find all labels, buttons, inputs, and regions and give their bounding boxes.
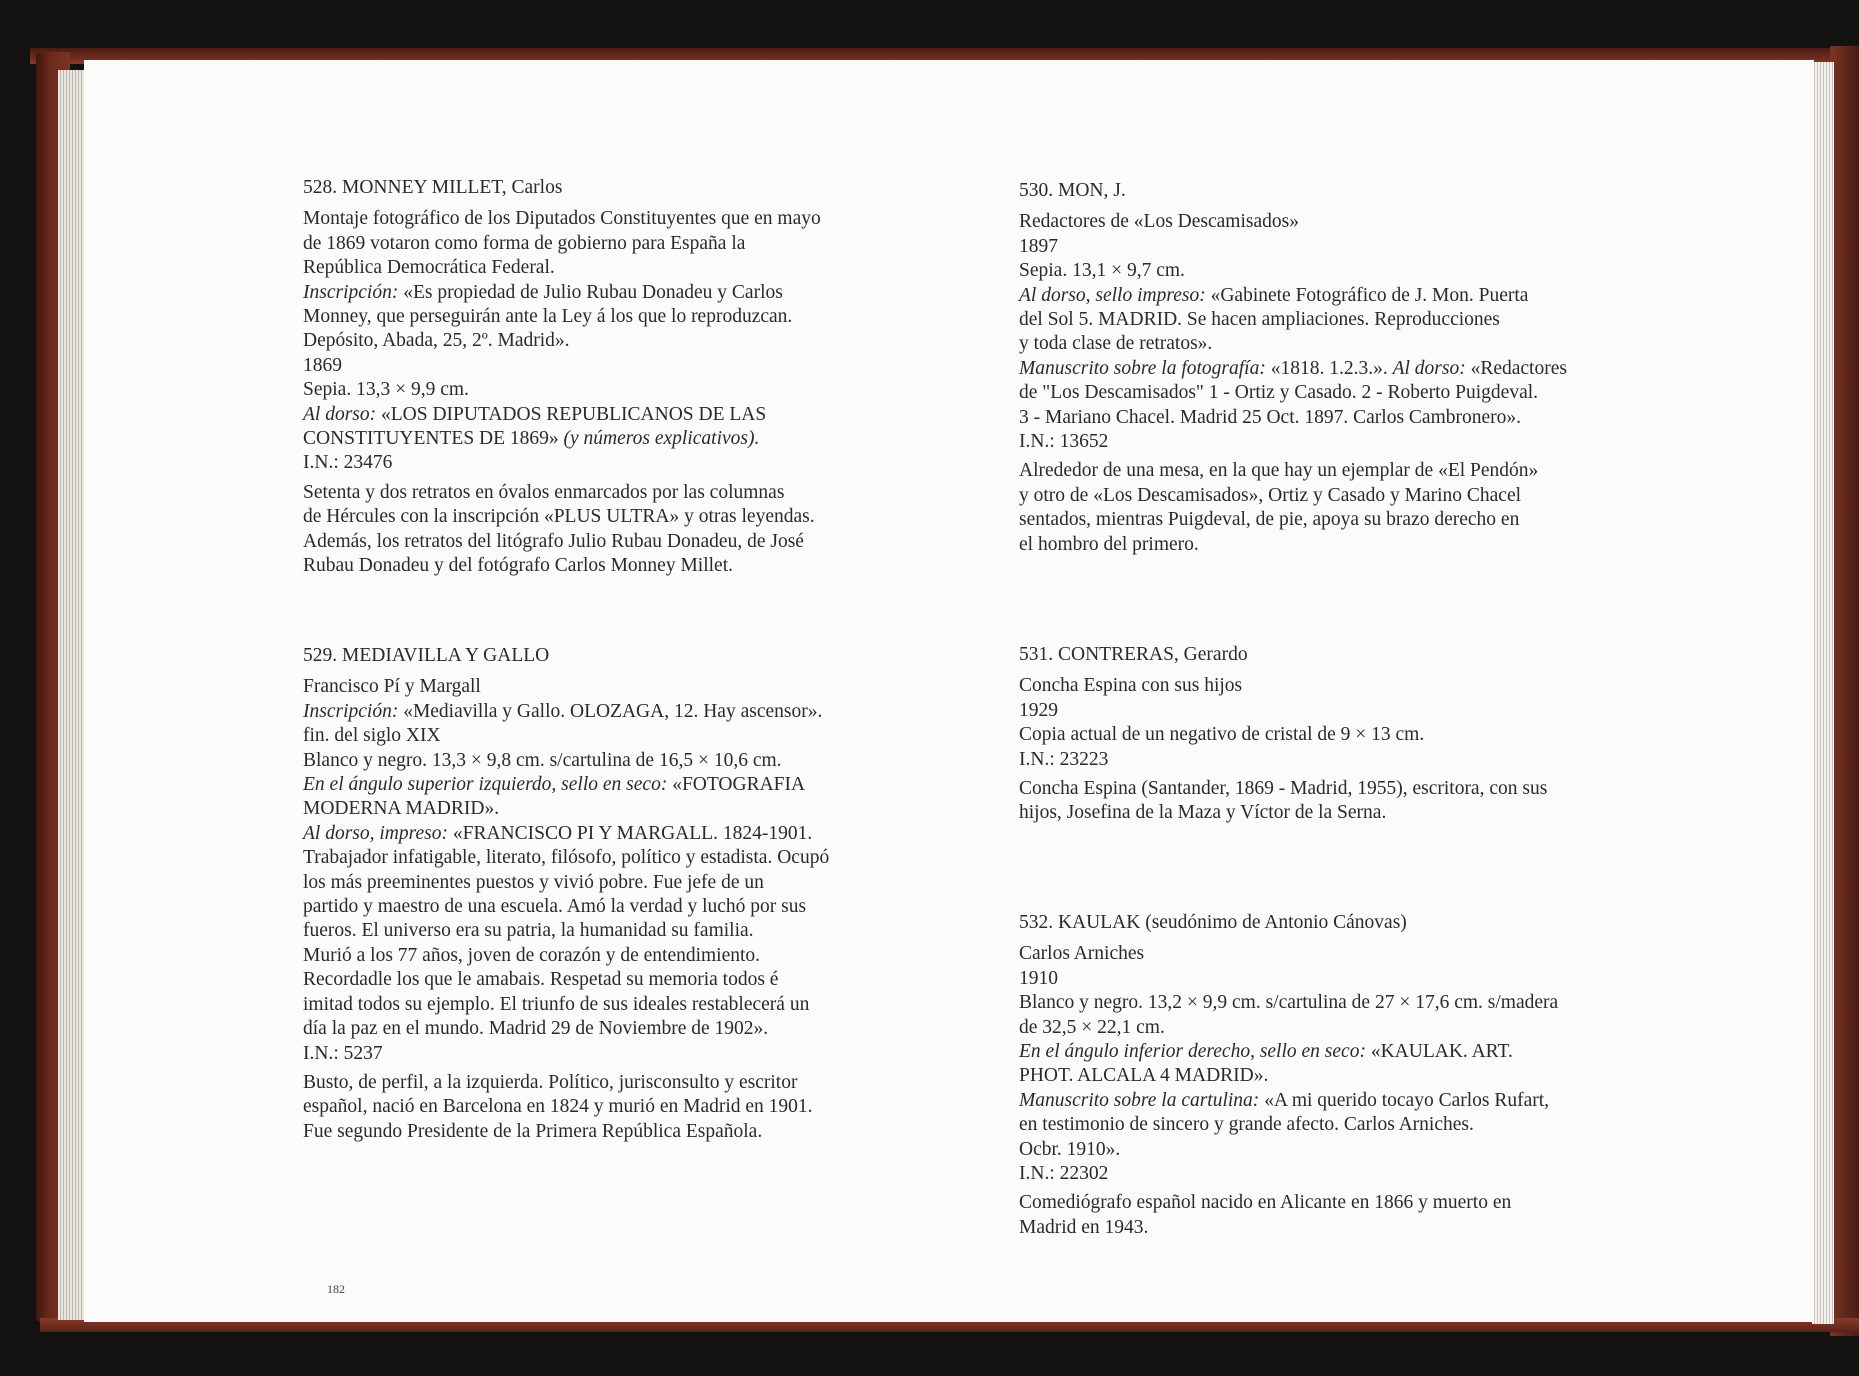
description-line: el hombro del primero. — [1019, 533, 1199, 555]
date-line: 1897 — [1019, 235, 1058, 257]
stamp-label: En el ángulo inferior derecho, sello en seco: — [1019, 1041, 1366, 1063]
description-line: Rubau Donadeu y del fotógrafo Carlos Monney Millet. — [303, 555, 733, 577]
format-line: Copia actual de un negativo de cristal de 9 × 13 cm. — [1019, 724, 1425, 746]
date-line: fin. del siglo XIX — [303, 725, 441, 747]
entry-529 — [303, 644, 1043, 1144]
inscription-text: «Es propiedad de Julio Rubau Donadeu y Carlos — [398, 281, 783, 303]
date-line: 1929 — [1019, 699, 1058, 721]
manuscript-line: de "Los Descamisados" 1 - Ortiz y Casado. 2 - Roberto Puigdeval. — [1019, 382, 1539, 404]
verso-text: CONSTITUYENTES DE 1869» — [303, 428, 564, 450]
description-line: Fue segundo Presidente de la Primera República Española. — [303, 1120, 763, 1142]
description-line: Concha Espina (Santander, 1869 - Madrid, 1955), escritora, con sus — [1019, 778, 1548, 800]
verso-line: imitad todos su ejemplo. El triunfo de sus ideales restablecerá un — [303, 993, 810, 1015]
stamp-text: «KAULAK. ART. — [1365, 1041, 1513, 1063]
verso-line — [303, 403, 1043, 427]
verso-line: Trabajador infatigable, literato, filósofo, político y estadista. Ocupó — [303, 847, 830, 869]
description-line: Madrid en 1943. — [1019, 1216, 1149, 1238]
entry-title-line: República Democrática Federal. — [303, 257, 555, 279]
manuscript-label: Manuscrito sobre la fotografía: — [1019, 357, 1266, 379]
description-line: Busto, de perfil, a la izquierda. Político, jurisconsulto y escritor — [303, 1071, 798, 1093]
verso-label: Al dorso: — [1392, 357, 1466, 379]
entry-531 — [1019, 643, 1759, 826]
manuscript-line: en testimonio de sincero y grande afecto. Carlos Arniches. — [1019, 1114, 1474, 1136]
verso-text: «LOS DIPUTADOS REPUBLICANOS DE LAS — [376, 403, 767, 425]
inscription-text: «Mediavilla y Gallo. OLOZAGA, 12. Hay ascensor». — [398, 700, 823, 722]
book-cover-right — [1830, 46, 1859, 1336]
verso-text: «Redactores — [1465, 357, 1567, 379]
verso-line: y toda clase de retratos». — [1019, 333, 1213, 355]
entry-530 — [1019, 179, 1759, 557]
verso-line: fueros. El universo era su patria, la humanidad su familia. — [303, 920, 754, 942]
verso-line: Murió a los 77 años, joven de corazón y de entendimiento. — [303, 944, 761, 966]
description-line: Setenta y dos retratos en óvalos enmarcados por las columnas — [303, 481, 785, 503]
date-line: 1910 — [1019, 967, 1058, 989]
inventory-number: I.N.: 5237 — [303, 1042, 383, 1064]
entry-heading: 531. CONTRERAS, Gerardo — [1019, 644, 1248, 665]
entry-title-line: Concha Espina con sus hijos — [1019, 675, 1243, 697]
entry-title-line: Francisco Pí y Margall — [303, 676, 481, 698]
inscription-line: Depósito, Abada, 25, 2º. Madrid». — [303, 330, 570, 352]
verso-text: «Gabinete Fotográfico de J. Mon. Puerta — [1205, 284, 1529, 306]
inventory-number: I.N.: 23223 — [1019, 748, 1109, 770]
inventory-number: I.N.: 22302 — [1019, 1163, 1109, 1185]
verso-line: Recordadle los que le amabais. Respetad su memoria todos é — [303, 969, 779, 991]
manuscript-line: 3 - Mariano Chacel. Madrid 25 Oct. 1897. Carlos Cambronero». — [1019, 406, 1522, 428]
verso-note: (y números explicativos). — [563, 428, 760, 450]
stamp-label: En el ángulo superior izquierdo, sello en seco: — [303, 774, 668, 796]
entry-heading: 530. MON, J. — [1019, 180, 1126, 201]
verso-text: «FRANCISCO PI Y MARGALL. 1824-1901. — [447, 822, 813, 844]
entry-528 — [303, 176, 1043, 579]
inscription-line: Monney, que perseguirán ante la Ley á los que lo reproduzcan. — [303, 306, 793, 328]
verso-line: día la paz en el mundo. Madrid 29 de Noviembre de 1902». — [303, 1018, 769, 1040]
format-line: Sepia. 13,3 × 9,9 cm. — [303, 379, 469, 401]
verso-label: Al dorso, sello impreso: — [1019, 284, 1206, 306]
description-line: y otro de «Los Descamisados», Ortiz y Casado y Marino Chacel — [1019, 484, 1522, 506]
entry-heading: 528. MONNEY MILLET, Carlos — [303, 177, 563, 198]
verso-label: Al dorso: — [303, 403, 377, 425]
stamp-text: «FOTOGRAFIA — [667, 774, 806, 796]
verso-line — [1019, 284, 1759, 308]
date-line: 1869 — [303, 354, 342, 376]
verso-line — [303, 427, 1043, 451]
manuscript-label: Manuscrito sobre la cartulina: — [1019, 1089, 1260, 1111]
format-line: de 32,5 × 22,1 cm. — [1019, 1016, 1165, 1038]
entry-heading: 529. MEDIAVILLA Y GALLO — [303, 645, 550, 666]
description-line: sentados, mientras Puigdeval, de pie, apoya su brazo derecho en — [1019, 509, 1520, 531]
entry-title-line: Redactores de «Los Descamisados» — [1019, 211, 1299, 233]
verso-label: Al dorso, impreso: — [303, 822, 448, 844]
page-edges-left — [58, 70, 86, 1320]
inventory-number: I.N.: 23476 — [303, 452, 393, 474]
stamp-line — [303, 773, 1043, 797]
manuscript-line — [1019, 357, 1759, 381]
manuscript-text: «A mi querido tocayo Carlos Rufart, — [1259, 1089, 1550, 1111]
format-line: Blanco y negro. 13,2 × 9,9 cm. s/cartulina de 27 × 17,6 cm. s/madera — [1019, 992, 1559, 1014]
description-line: Comediógrafo español nacido en Alicante en 1866 y muerto en — [1019, 1192, 1512, 1214]
description-line: español, nació en Barcelona en 1824 y murió en Madrid en 1901. — [303, 1096, 813, 1118]
entry-532 — [1019, 911, 1759, 1240]
entry-title-line: Carlos Arniches — [1019, 943, 1145, 965]
verso-line: los más preeminentes puestos y vivió pobre. Fue jefe de un — [303, 871, 764, 893]
verso-line: del Sol 5. MADRID. Se hacen ampliaciones. Reproducciones — [1019, 309, 1500, 331]
inscription-label: Inscripción: — [303, 281, 399, 303]
manuscript-line — [1019, 1089, 1759, 1113]
description-line: Alrededor de una mesa, en la que hay un ejemplar de «El Pendón» — [1019, 460, 1539, 482]
page-edges-right — [1812, 62, 1834, 1324]
inscription-label: Inscripción: — [303, 700, 399, 722]
format-line: Sepia. 13,1 × 9,7 cm. — [1019, 260, 1185, 282]
description-line: hijos, Josefina de la Maza y Víctor de la Serna. — [1019, 802, 1387, 824]
manuscript-text: «1818. 1.2.3.». — [1265, 357, 1393, 379]
manuscript-line: Ocbr. 1910». — [1019, 1138, 1121, 1160]
inscription-line — [303, 700, 1043, 724]
page-number: 182 — [327, 1282, 345, 1296]
description-line: Además, los retratos del litógrafo Julio Rubau Donadeu, de José — [303, 530, 804, 552]
verso-line — [303, 822, 1043, 846]
stamp-line — [1019, 1040, 1759, 1064]
stamp-line: MODERNA MADRID». — [303, 798, 500, 820]
entry-heading: 532. KAULAK (seudónimo de Antonio Cánovas) — [1019, 912, 1407, 933]
book-page — [84, 60, 1814, 1322]
format-line: Blanco y negro. 13,3 × 9,8 cm. s/cartulina de 16,5 × 10,6 cm. — [303, 749, 782, 771]
stamp-line: PHOT. ALCALA 4 MADRID». — [1019, 1065, 1269, 1087]
inscription-line — [303, 281, 1043, 305]
inventory-number: I.N.: 13652 — [1019, 431, 1109, 453]
verso-line: partido y maestro de una escuela. Amó la verdad y luchó por sus — [303, 896, 807, 918]
entry-title-line: de 1869 votaron como forma de gobierno para España la — [303, 232, 746, 254]
entry-title-line: Montaje fotográfico de los Diputados Constituyentes que en mayo — [303, 208, 821, 230]
description-line: de Hércules con la inscripción «PLUS ULTRA» y otras leyendas. — [303, 506, 815, 528]
